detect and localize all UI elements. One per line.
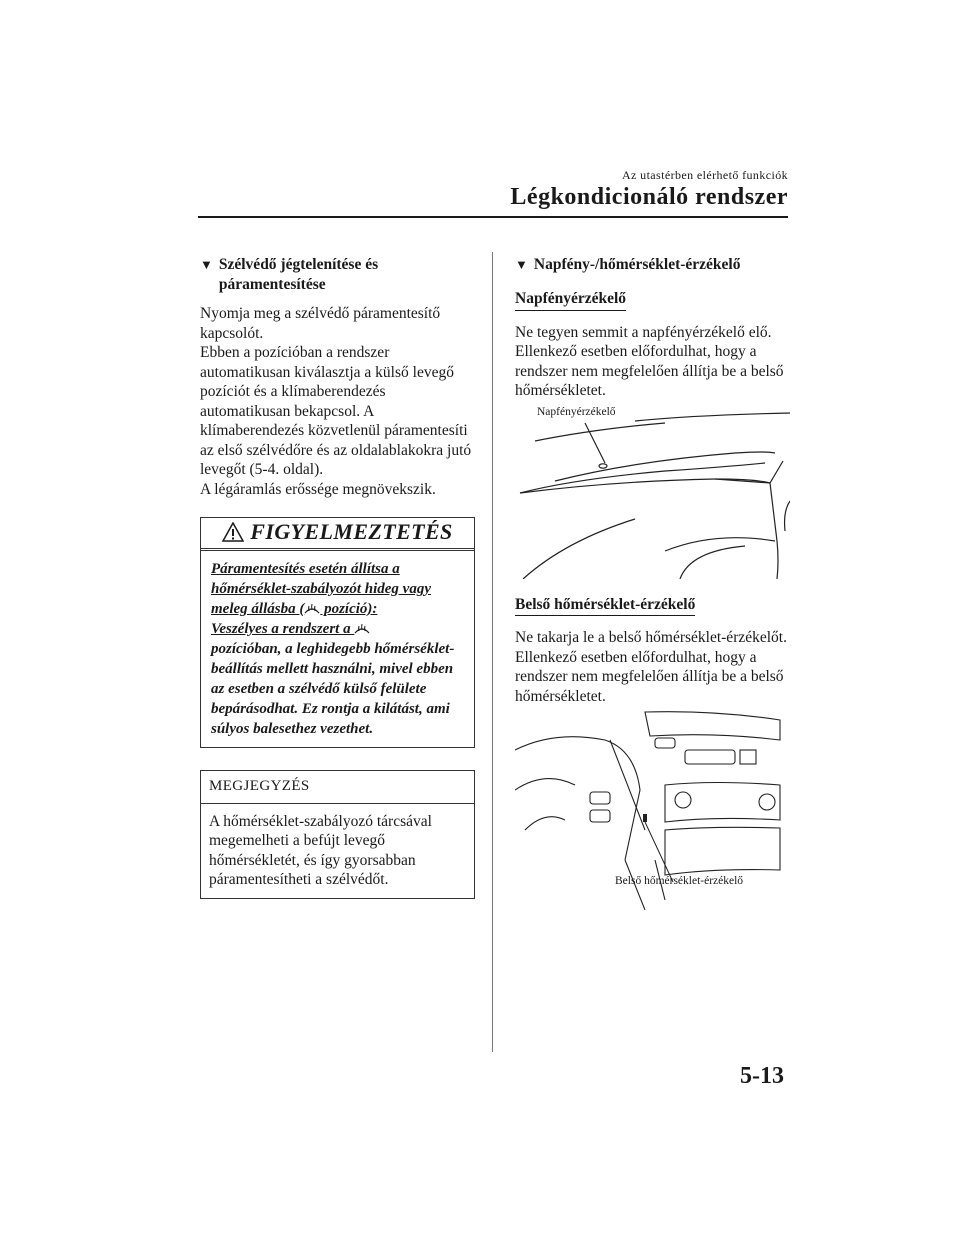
paragraph: Ne tegyen semmit a napfényérzékelő elő. Ellenkező esetben előfordulhat, hogy a rendszer nem megfelelően állítja be a belső hőmérsékletet.	[515, 323, 784, 399]
warning-header	[201, 518, 474, 551]
section-marker-icon: ▼	[515, 257, 528, 272]
right-column	[515, 255, 790, 910]
paragraph: Ne takarja le a belső hőmérséklet-érzékelőt. Ellenkező esetben előfordulhat, hogy a rendszer nem megfelelően állítja be a belső hőmérsékletet.	[515, 629, 787, 705]
column-divider	[492, 252, 493, 1052]
section-heading-sensors: ▼ Napfény-/hőmérséklet-érzékelő	[515, 256, 741, 273]
paragraph: Ebben a pozícióban a rendszer automatikusan kiválasztja a külső levegő pozíciót és a klímaberendezés automatikusan bekapcsol. A klímaberendezés közvetlenül páramentesíti az első szélvédőre és az oldalablakokra jutó levegőt (5-4. oldal).	[200, 344, 472, 478]
figure-interior-sensor	[515, 710, 790, 910]
note-body: A hőmérséklet-szabályozó tárcsával megemelheti a befújt levegő hőmérsékletét, és így gyorsabban páramentesítheti a szélvédőt.	[209, 812, 432, 888]
section-marker-icon: ▼	[200, 257, 213, 272]
warning-triangle-icon	[222, 522, 244, 542]
warning-title: FIGYELMEZTETÉS	[250, 519, 453, 545]
figure-label: Napfényérzékelő	[537, 405, 616, 418]
dashboard-windshield-illustration	[515, 401, 790, 579]
subheading-sunlight-sensor: Napfényérzékelő	[515, 289, 626, 311]
figure-label: Belső hőmérséklet-érzékelő	[615, 875, 744, 887]
defroster-icon	[304, 600, 320, 612]
section-heading-defrost: ▼ Szélvédő jégtelenítése és páramentesítése	[200, 256, 379, 293]
paragraph: Nyomja meg a szélvédő páramentesítő kapcsolót.	[200, 305, 441, 342]
subheading-interior-sensor: Belső hőmérséklet-érzékelő	[515, 595, 695, 617]
note-box	[200, 770, 475, 899]
chapter-header: Az utastérben elérhető funkciók	[621, 168, 788, 182]
defroster-icon	[354, 620, 370, 632]
page-title: Légkondicionáló rendszer	[510, 184, 788, 210]
page-number: 5-13	[740, 1063, 784, 1089]
note-title: MEGJEGYZÉS	[201, 771, 474, 804]
left-column	[200, 255, 475, 899]
warning-body: Páramentesítés esetén állítsa a hőmérséklet-szabályozót hideg vagy meleg állásba ( pozíció): Veszélyes a rendszert a pozícióban, a leghidegebb hőmérséklet-beállítás mellett használni, mivel ebben az esetben a szélvédő külső felülete bepárásodhat. Ez rontja a kilátást, ami súlyos balesethez vezethet.	[211, 561, 455, 737]
warning-box	[200, 517, 475, 748]
header-rule	[198, 216, 788, 218]
figure-sunlight-sensor	[515, 401, 790, 579]
paragraph: A légáramlás erőssége megnövekszik.	[200, 480, 436, 498]
sensor-marker	[643, 814, 647, 822]
